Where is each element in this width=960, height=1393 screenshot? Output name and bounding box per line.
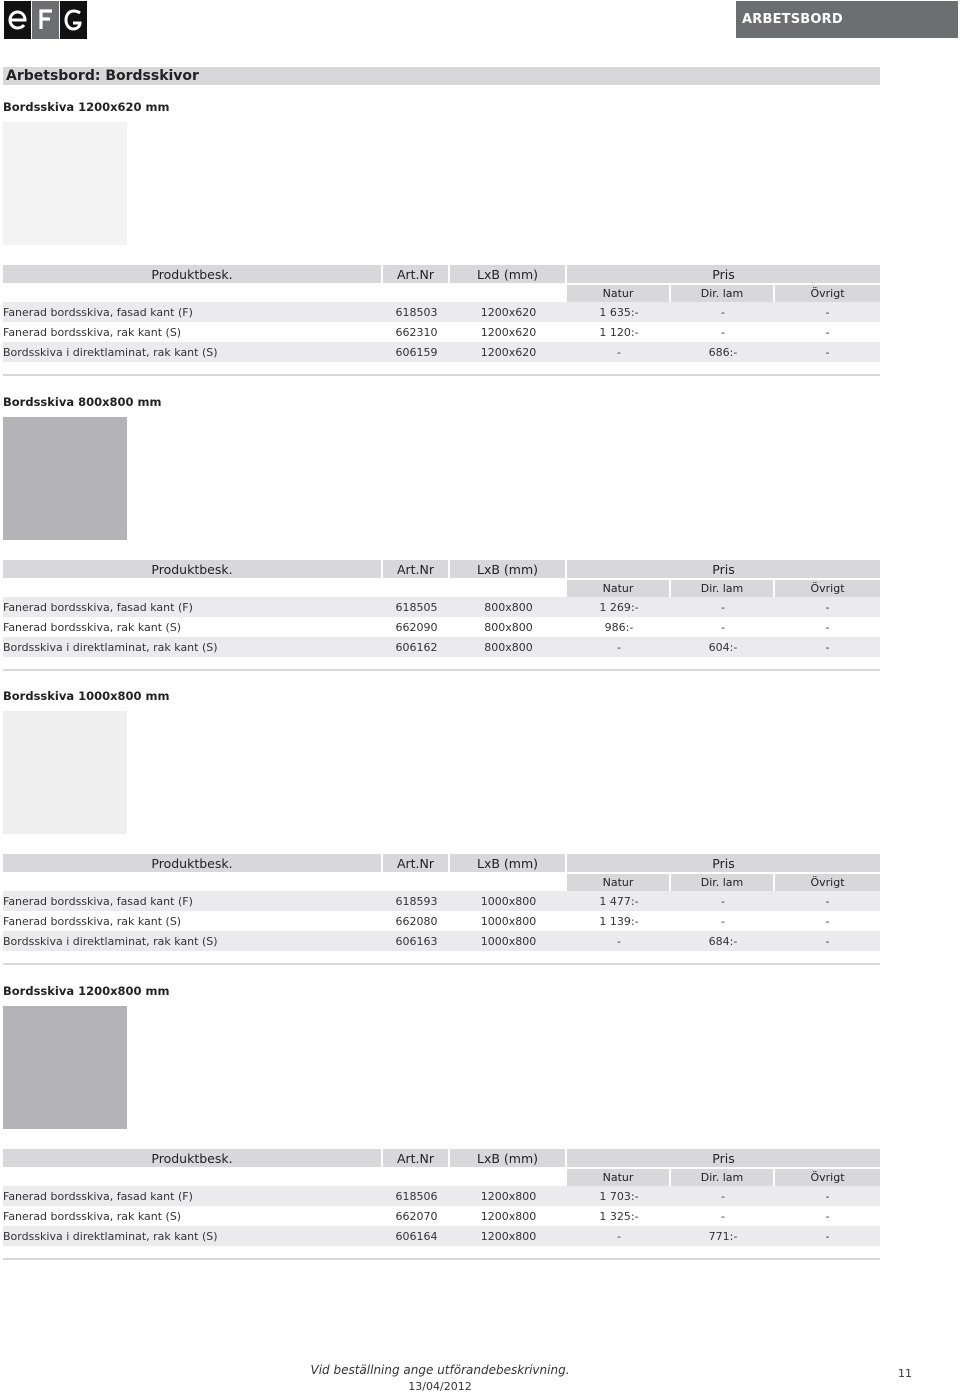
section-800x800	[3, 395, 880, 671]
product-table	[3, 854, 880, 951]
cell-size: 1200x620	[480, 325, 537, 339]
product-image	[3, 1006, 127, 1129]
product-table	[3, 1149, 880, 1246]
cell-ovrigt: -	[775, 1226, 880, 1246]
logo-letter-f	[32, 1, 59, 39]
table-row	[3, 617, 880, 637]
cell-ovrigt: -	[825, 914, 830, 928]
cell-size: 1200x800	[450, 1186, 567, 1206]
cell-dirlam: -	[721, 325, 725, 339]
cell-desc: Bordsskiva i direktlaminat, rak kant (S)	[3, 931, 383, 951]
table-row	[3, 302, 880, 322]
header-desc: Produktbesk.	[3, 1149, 383, 1169]
header-art: Art.Nr	[383, 1149, 450, 1169]
cell-ovrigt: -	[825, 325, 830, 339]
page-title: Arbetsbord: Bordsskivor	[3, 67, 880, 85]
cell-art: 618503	[383, 302, 450, 322]
cell-desc: Fanerad bordsskiva, fasad kant (F)	[3, 1186, 383, 1206]
header-dirlam: Dir. lam	[671, 285, 775, 302]
section-divider	[3, 669, 880, 671]
header-dirlam: Dir. lam	[671, 874, 775, 891]
header-blank	[3, 285, 567, 302]
section-title: Bordsskiva 1200x800 mm	[3, 984, 170, 998]
cell-art: 606163	[383, 931, 450, 951]
table-row	[3, 1206, 880, 1226]
section-divider	[3, 963, 880, 965]
cell-size: 1000x800	[450, 931, 567, 951]
cell-size: 800x800	[450, 597, 567, 617]
cell-desc: Fanerad bordsskiva, rak kant (S)	[3, 325, 182, 339]
table-row	[3, 637, 880, 657]
footer-date: 13/04/2012	[408, 1380, 472, 1393]
cell-ovrigt: -	[775, 931, 880, 951]
cell-dirlam: 771:-	[671, 1226, 775, 1246]
cell-art: 606159	[383, 342, 450, 362]
cell-natur: 986:-	[604, 620, 634, 634]
section-title: Bordsskiva 800x800 mm	[3, 395, 162, 409]
cell-size: 1200x800	[480, 1209, 537, 1223]
header-natur: Natur	[567, 580, 671, 597]
cell-dirlam: -	[671, 891, 775, 911]
cell-art: 662070	[395, 1209, 438, 1223]
cell-natur: -	[567, 931, 671, 951]
cell-size: 1200x620	[450, 302, 567, 322]
cell-desc: Fanerad bordsskiva, fasad kant (F)	[3, 597, 383, 617]
header-blank	[3, 1169, 567, 1186]
cell-natur: -	[567, 637, 671, 657]
cell-size: 1000x800	[450, 891, 567, 911]
cell-natur: 1 139:-	[599, 914, 639, 928]
cell-ovrigt: -	[825, 1209, 830, 1223]
header-size: LxB (mm)	[450, 265, 567, 285]
cell-ovrigt: -	[775, 1186, 880, 1206]
product-table	[3, 265, 880, 362]
cell-natur: 1 635:-	[567, 302, 671, 322]
cell-natur: 1 120:-	[599, 325, 639, 339]
cell-art: 606162	[383, 637, 450, 657]
section-title: Bordsskiva 1000x800 mm	[3, 689, 170, 703]
product-image	[3, 417, 127, 540]
cell-dirlam: -	[721, 1209, 725, 1223]
table-row	[3, 322, 880, 342]
header-natur: Natur	[567, 285, 671, 302]
header-price: Pris	[567, 560, 880, 580]
cell-dirlam: 686:-	[671, 342, 775, 362]
header-natur: Natur	[567, 1169, 671, 1186]
cell-desc: Bordsskiva i direktlaminat, rak kant (S)	[3, 1226, 383, 1246]
cell-size: 800x800	[484, 620, 533, 634]
table-row	[3, 1186, 880, 1206]
cell-natur: -	[567, 1226, 671, 1246]
header-natur: Natur	[567, 874, 671, 891]
cell-natur: 1 477:-	[567, 891, 671, 911]
header-desc: Produktbesk.	[3, 265, 383, 285]
cell-size: 1200x800	[450, 1226, 567, 1246]
footer-note: Vid beställning ange utförandebeskrivning.	[310, 1363, 570, 1377]
header-price: Pris	[567, 265, 880, 285]
cell-dirlam: -	[671, 302, 775, 322]
cell-art: 618593	[383, 891, 450, 911]
cell-dirlam: -	[671, 1186, 775, 1206]
header-art: Art.Nr	[383, 265, 450, 285]
cell-desc: Fanerad bordsskiva, rak kant (S)	[3, 1209, 182, 1223]
table-row	[3, 1226, 880, 1246]
page-number: 11	[898, 1367, 912, 1380]
logo-g-icon	[60, 1, 87, 39]
table-row	[3, 342, 880, 362]
cell-natur: -	[567, 342, 671, 362]
cell-desc: Fanerad bordsskiva, fasad kant (F)	[3, 891, 383, 911]
cell-desc: Fanerad bordsskiva, fasad kant (F)	[3, 302, 383, 322]
cell-ovrigt: -	[825, 620, 830, 634]
cell-ovrigt: -	[775, 637, 880, 657]
header-size: LxB (mm)	[450, 854, 567, 874]
cell-art: 662080	[395, 914, 438, 928]
table-row	[3, 911, 880, 931]
cell-ovrigt: -	[775, 891, 880, 911]
header-blank	[3, 580, 567, 597]
cell-art: 618506	[383, 1186, 450, 1206]
table-row	[3, 931, 880, 951]
cell-ovrigt: -	[775, 597, 880, 617]
header-size: LxB (mm)	[450, 1149, 567, 1169]
logo-e-icon	[4, 1, 31, 39]
header-price: Pris	[567, 854, 880, 874]
product-image	[3, 122, 127, 245]
logo-letter-g	[60, 1, 87, 39]
cell-art: 662090	[395, 620, 438, 634]
header-ovrigt: Övrigt	[775, 874, 880, 891]
table-row	[3, 597, 880, 617]
section-divider	[3, 374, 880, 376]
header-ovrigt: Övrigt	[775, 580, 880, 597]
cell-natur: 1 325:-	[599, 1209, 639, 1223]
section-divider	[3, 1258, 880, 1260]
cell-size: 1000x800	[480, 914, 537, 928]
header-size: LxB (mm)	[450, 560, 567, 580]
cell-art: 618505	[383, 597, 450, 617]
cell-desc: Bordsskiva i direktlaminat, rak kant (S)	[3, 342, 383, 362]
table-row	[3, 891, 880, 911]
cell-ovrigt: -	[775, 342, 880, 362]
cell-dirlam: 604:-	[671, 637, 775, 657]
header-art: Art.Nr	[383, 560, 450, 580]
cell-desc: Bordsskiva i direktlaminat, rak kant (S)	[3, 637, 383, 657]
header-ovrigt: Övrigt	[775, 1169, 880, 1186]
section-1200x620	[3, 100, 880, 376]
brand-logo	[4, 1, 88, 39]
section-1000x800	[3, 689, 880, 965]
product-table	[3, 560, 880, 657]
header-ovrigt: Övrigt	[775, 285, 880, 302]
product-image	[3, 711, 127, 834]
header-dirlam: Dir. lam	[671, 1169, 775, 1186]
header-dirlam: Dir. lam	[671, 580, 775, 597]
cell-dirlam: -	[671, 597, 775, 617]
cell-size: 800x800	[450, 637, 567, 657]
header-blank	[3, 874, 567, 891]
cell-desc: Fanerad bordsskiva, rak kant (S)	[3, 620, 182, 634]
logo-f-icon	[32, 1, 59, 39]
header-desc: Produktbesk.	[3, 854, 383, 874]
cell-art: 662310	[395, 325, 438, 339]
cell-dirlam: -	[721, 914, 725, 928]
cell-ovrigt: -	[775, 302, 880, 322]
header-art: Art.Nr	[383, 854, 450, 874]
header-desc: Produktbesk.	[3, 560, 383, 580]
cell-art: 606164	[383, 1226, 450, 1246]
category-banner: ARBETSBORD	[736, 1, 958, 38]
section-1200x800	[3, 984, 880, 1260]
cell-size: 1200x620	[450, 342, 567, 362]
cell-natur: 1 703:-	[567, 1186, 671, 1206]
cell-desc: Fanerad bordsskiva, rak kant (S)	[3, 914, 182, 928]
cell-dirlam: -	[721, 620, 725, 634]
cell-natur: 1 269:-	[567, 597, 671, 617]
cell-dirlam: 684:-	[671, 931, 775, 951]
logo-letter-e	[4, 1, 31, 39]
header-price: Pris	[567, 1149, 880, 1169]
section-title: Bordsskiva 1200x620 mm	[3, 100, 170, 114]
